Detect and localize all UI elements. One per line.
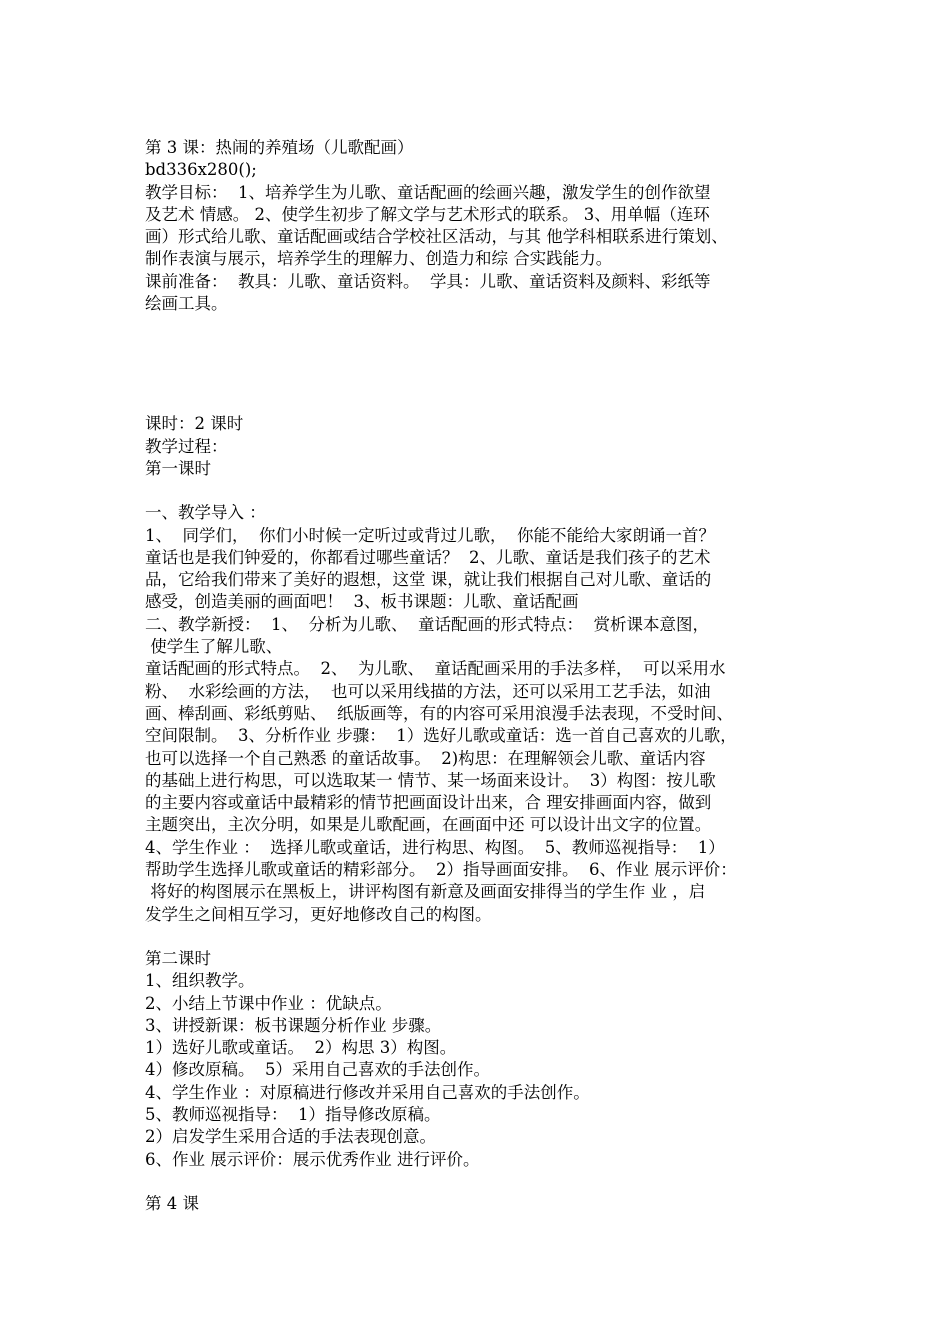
lesson-title: 第 3 课：热闹的养殖场（儿歌配画）	[145, 138, 414, 157]
paragraph-line: 感受，创造美丽的画面吧！ 3、板书课题：儿歌、童话配画	[145, 592, 579, 612]
list-item: 2）启发学生采用合适的手法表现创意。	[145, 1127, 436, 1147]
paragraph-line: 画、棒刮画、彩纸剪贴、 纸版画等，有的内容可采用浪漫手法表现，不受时间、	[145, 703, 733, 723]
list-item: 5、教师巡视指导： 1）指导修改原稿。	[145, 1104, 441, 1124]
lesson-intro-block	[145, 137, 835, 315]
list-item: 3、讲授新课：板书课题分析作业 步骤。	[145, 1015, 442, 1035]
ad-code-text: bd336x280();	[145, 160, 257, 180]
paragraph-line: 童话也是我们钟爱的，你都看过哪些童话？ 2、儿歌、童话是我们孩子的艺术	[145, 547, 711, 567]
paragraph-line: 童话配画的形式特点。 2、 为儿歌、 童话配画采用的手法多样， 可以采用水	[145, 659, 726, 679]
preparation-line: 绘画工具。	[145, 294, 228, 314]
lesson-schedule-block	[145, 413, 835, 480]
next-lesson-title: 第 4 课	[145, 1193, 199, 1213]
paragraph-line: 主题突出，主次分明，如果是儿歌配画，在画面中还 可以设计出文字的位置。	[145, 815, 712, 835]
paragraph-line: 品，它给我们带来了美好的遐想，这堂 课，就让我们根据自己对儿歌、童话的	[145, 570, 712, 590]
paragraph-line: 使学生了解儿歌、	[145, 637, 283, 657]
blank-space	[145, 480, 835, 502]
paragraph-line: 帮助学生选择儿歌或童话的精彩部分。 2）指导画面安排。 6、作业 展示评价：	[145, 860, 737, 880]
document-page	[145, 137, 835, 1215]
paragraph-line: 空间限制。 3、分析作业 步骤： 1）选好儿歌或童话：选一首自己喜欢的儿歌，	[145, 726, 737, 746]
list-item: 6、作业 展示评价：展示优秀作业 进行评价。	[145, 1149, 480, 1169]
paragraph-line: 也可以选择一个自己熟悉 的童话故事。 2)构思：在理解领会儿歌、童话内容	[145, 748, 706, 768]
paragraph-line: 粉、 水彩绘画的方法， 也可以采用线描的方法，还可以采用工艺手法，如油	[145, 681, 711, 701]
list-item: 1、组织教学。	[145, 971, 255, 991]
blank-space	[145, 926, 835, 948]
second-period-heading: 第二课时	[145, 948, 211, 968]
class-hours: 课时：2 课时	[145, 414, 244, 434]
first-period-heading: 第一课时	[145, 458, 211, 478]
paragraph-line: 4、学生作业 ： 选择儿歌或童话，进行构思、构图。 5、教师巡视指导： 1）	[145, 837, 725, 857]
paragraph-line: 二、教学新授： 1、 分析为儿歌、 童话配画的形式特点： 赏析课本意图，	[145, 614, 709, 634]
blank-space	[145, 1171, 835, 1193]
paragraph-line: 发学生之间相互学习，更好地修改自己的构图。	[145, 904, 492, 924]
paragraph-line: 的主要内容或童话中最精彩的情节把画面设计出来，合 理安排画面内容，做到	[145, 793, 712, 813]
list-item: 4、学生作业 ：对原稿进行修改并采用自己喜欢的手法创作。	[145, 1082, 590, 1102]
objectives-line: 及艺术 情感。 2、使学生初步了解文学与艺术形式的联系。 3、用单幅（连环	[145, 204, 710, 224]
next-lesson-block	[145, 1193, 835, 1215]
preparation-line: 课前准备： 教具：儿歌、童话资料。 学具：儿歌、童话资料及颜料、彩纸等	[145, 271, 711, 291]
intro-heading: 一、教学导入 ：	[145, 503, 266, 523]
objectives-line: 画）形式给儿歌、童话配画或结合学校社区活动，与其 他学科相联系进行策划、	[145, 227, 728, 247]
blank-space	[145, 315, 835, 413]
list-item: 4）修改原稿。 5）采用自己喜欢的手法创作。	[145, 1060, 490, 1080]
objectives-line: 制作表演与展示，培养学生的理解力、创造力和综 合实践能力。	[145, 249, 613, 269]
second-period-block	[145, 948, 835, 1171]
process-heading: 教学过程：	[145, 436, 228, 456]
list-item: 1）选好儿歌或童话。 2）构思 3）构图。	[145, 1038, 457, 1058]
paragraph-line: 的基础上进行构思，可以选取某一 情节、某一场面来设计。 3）构图：按儿歌	[145, 770, 716, 790]
objectives-line: 教学目标： 1、培养学生为儿歌、童话配画的绘画兴趣，激发学生的创作欲望	[145, 182, 711, 202]
paragraph-line: 1、 同学们， 你们小时候一定听过或背过儿歌， 你能不能给大家朗诵一首？	[145, 525, 715, 545]
paragraph-line: 将好的构图展示在黑板上，讲评构图有新意及画面安排得当的学生作 业 ，启	[145, 882, 706, 902]
first-period-block	[145, 502, 835, 926]
list-item: 2、小结上节课中作业 ：优缺点。	[145, 993, 392, 1013]
